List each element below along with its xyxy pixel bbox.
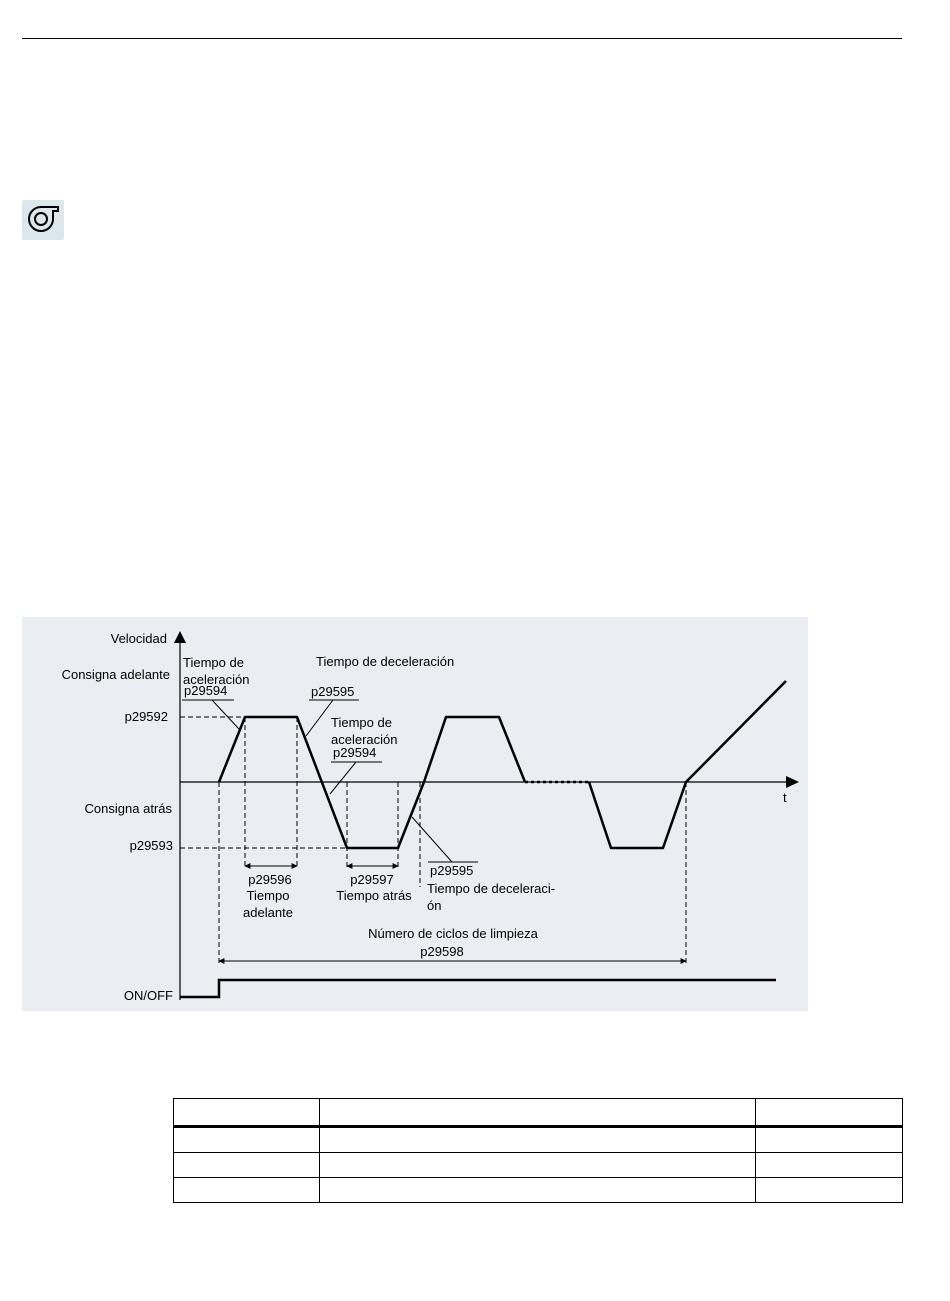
leader-decel-2 (412, 817, 452, 862)
leader-decel-1 (306, 700, 333, 736)
table-cell (174, 1178, 320, 1203)
onoff-label: ON/OFF (123, 988, 173, 1003)
forward-time-label-l1: Tiempo (246, 888, 290, 903)
top-rule (22, 38, 902, 39)
accel-time-2-label-l1: Tiempo de (331, 715, 392, 730)
table-cell (319, 1153, 755, 1178)
reverse-setpoint-param: p29593 (129, 838, 173, 853)
forward-time-label-l2: adelante (243, 905, 293, 920)
accel-time-1-label-l2: aceleración (183, 672, 250, 687)
decel-time-1-param: p29595 (311, 684, 355, 699)
decel-time-1-label: Tiempo de deceleración (316, 654, 455, 669)
parameter-table (173, 1098, 903, 1203)
decel-time-2-label-l1: Tiempo de deceleraci- (427, 881, 556, 896)
accel-time-2-label-l2: aceleración (331, 732, 398, 747)
x-axis-arrow (786, 776, 799, 788)
onoff-signal (180, 980, 776, 997)
forward-time-param: p29596 (248, 872, 292, 887)
table-cell (756, 1127, 903, 1153)
cycles-param: p29598 (420, 944, 464, 959)
decel-time-2-label-l2: ón (427, 898, 442, 913)
table-row (174, 1153, 903, 1178)
table-header-row (174, 1099, 903, 1127)
table-cell (174, 1127, 320, 1153)
y-axis-label: Velocidad (110, 631, 167, 646)
table-cell (174, 1153, 320, 1178)
leader-accel-2 (330, 762, 356, 794)
accel-time-1-param: p29594 (184, 683, 228, 698)
reverse-time-label: Tiempo atrás (336, 888, 412, 903)
cleaning-cycle-diagram (22, 617, 808, 1011)
reverse-time-param: p29597 (350, 872, 394, 887)
cycles-label: Número de ciclos de limpieza (368, 926, 538, 941)
forward-setpoint-label: Consigna adelante (61, 667, 170, 682)
x-axis-label: t (783, 790, 787, 805)
reverse-setpoint-label: Consigna atrás (84, 801, 172, 816)
table-row (174, 1127, 903, 1153)
accel-time-2-param: p29594 (333, 745, 377, 760)
table-cell (756, 1153, 903, 1178)
table-cell (756, 1099, 903, 1127)
table-cell (756, 1178, 903, 1203)
motor-icon (22, 200, 64, 240)
table-cell (174, 1099, 320, 1127)
y-axis-arrow (174, 631, 186, 643)
accel-time-1-label-l1: Tiempo de (183, 655, 244, 670)
table-cell (319, 1178, 755, 1203)
decel-time-2-param: p29595 (430, 863, 474, 878)
table-cell (319, 1127, 755, 1153)
leader-accel-1 (212, 700, 239, 729)
table-cell (319, 1099, 755, 1127)
table-row (174, 1178, 903, 1203)
forward-setpoint-param: p29592 (124, 709, 168, 724)
speed-profile-2 (589, 681, 786, 848)
